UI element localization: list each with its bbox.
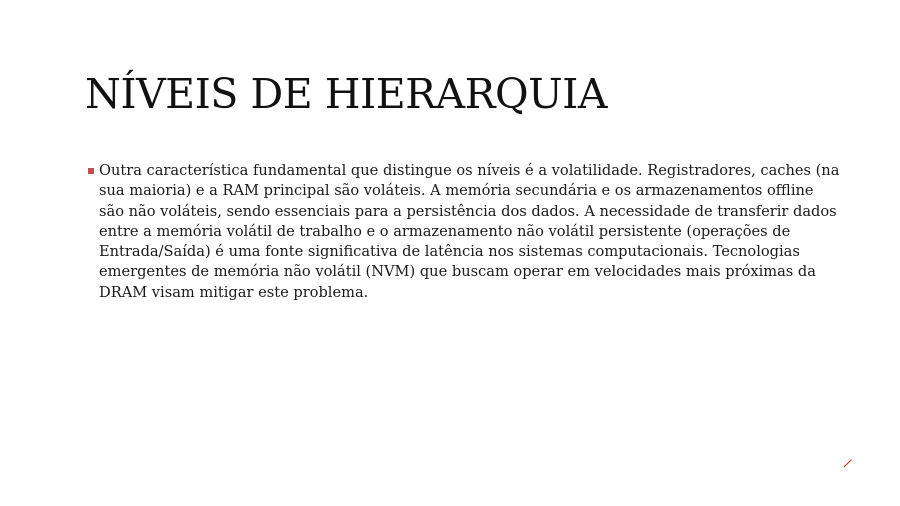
pen-icon[interactable] xyxy=(843,458,853,468)
slide-title: NÍVEIS DE HIERARQUIA xyxy=(85,70,607,118)
bullet-item xyxy=(85,161,845,303)
slide-content xyxy=(85,161,845,303)
square-bullet-icon xyxy=(88,168,94,174)
bullet-text: Outra característica fundamental que distingue os níveis é a volatilidade. Registradores, caches (na sua maioria) e a RAM principal são voláteis. A memória secundária e os armazenamentos offline são não voláteis, sendo essenciais para a persistência dos dados. A necessidade de transferir dados entre a memória volátil de trabalho e o armazenamento não volátil persistente (operações de Entrada/Saída) é uma fonte significativa de latência nos sistemas computacionais. Tecnologias emergentes de memória não volátil (NVM) que buscam operar em velocidades mais próximas da DRAM visam mitigar este problema. xyxy=(99,162,840,301)
